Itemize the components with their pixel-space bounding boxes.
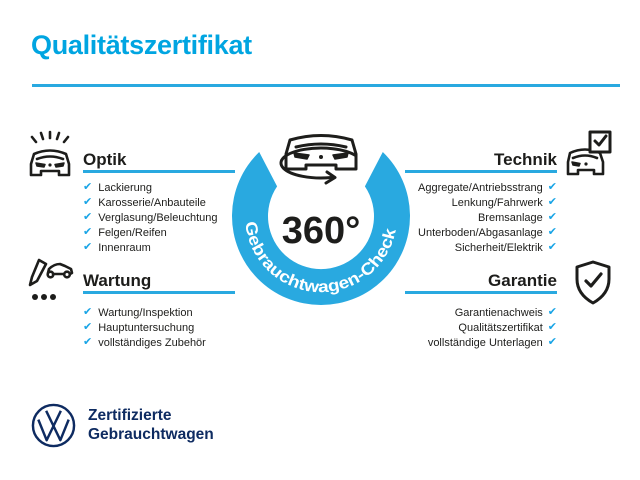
- check-icon: ✔: [547, 226, 557, 238]
- vw-logo: [30, 402, 77, 449]
- list-item: Sicherheit/Elektrik ✔: [454, 241, 557, 254]
- shield-check-icon: [570, 259, 616, 307]
- check-icon: ✔: [547, 196, 557, 208]
- check-icon: ✔: [83, 211, 93, 223]
- degree-label: 360°: [281, 210, 361, 252]
- rotating-car-icon: [281, 136, 356, 184]
- title-divider: [32, 84, 620, 87]
- list-item: Unterboden/Abgasanlage ✔: [418, 226, 557, 239]
- ring-label: Gebrauchtwagen-Check: [241, 220, 400, 297]
- list-item: ✔ Felgen/Reifen: [83, 226, 167, 239]
- list-item: ✔ Innenraum: [83, 241, 151, 254]
- list-item: ✔ Hauptuntersuchung: [83, 321, 195, 334]
- check-icon: ✔: [83, 321, 93, 333]
- list-item: Aggregate/Antriebsstrang ✔: [418, 181, 557, 194]
- car-shine-icon: [26, 130, 74, 178]
- list-item: vollständige Unterlagen ✔: [427, 336, 557, 349]
- page-title: Qualitätszertifikat: [31, 30, 252, 60]
- check-icon: ✔: [547, 321, 557, 333]
- list-item: Garantienachweis ✔: [454, 306, 557, 319]
- check-icon: ✔: [547, 241, 557, 253]
- list-item: ✔ Wartung/Inspektion: [83, 306, 193, 319]
- check-icon: ✔: [547, 306, 557, 318]
- section-label-wartung: Wartung: [83, 271, 152, 290]
- check-icon: ✔: [547, 336, 557, 348]
- check-icon: ✔: [83, 196, 93, 208]
- check-icon: ✔: [83, 226, 93, 238]
- optik-checklist: [83, 180, 217, 255]
- section-underline-wartung: [83, 291, 235, 294]
- 360-check-badge: [221, 116, 421, 316]
- brand-line2: Gebrauchtwagen: [88, 425, 214, 443]
- check-icon: ✔: [547, 181, 557, 193]
- list-item: ✔ Lackierung: [83, 181, 153, 194]
- wartung-checklist: [83, 305, 206, 350]
- section-label-optik: Optik: [83, 150, 127, 169]
- check-icon: ✔: [547, 211, 557, 223]
- car-checkbox-icon: [566, 130, 614, 178]
- section-label-garantie: Garantie: [488, 271, 557, 290]
- list-item: Lenkung/Fahrwerk ✔: [451, 196, 557, 209]
- list-item: ✔ vollständiges Zubehör: [83, 336, 206, 349]
- section-underline-garantie: [405, 291, 557, 294]
- section-label-technik: Technik: [494, 150, 557, 169]
- list-item: Bremsanlage ✔: [477, 211, 557, 224]
- brand-line1: Zertifizierte: [88, 407, 172, 424]
- check-icon: ✔: [83, 336, 93, 348]
- section-underline-technik: [405, 170, 557, 173]
- service-checklist-icon: [26, 257, 74, 305]
- check-icon: ✔: [83, 241, 93, 253]
- check-icon: ✔: [83, 181, 93, 193]
- section-underline-optik: [83, 170, 235, 173]
- list-item: ✔ Karosserie/Anbauteile: [83, 196, 206, 209]
- check-icon: ✔: [83, 306, 93, 318]
- list-item: Qualitätszertifikat ✔: [458, 321, 557, 334]
- brand-text: [88, 407, 214, 444]
- list-item: ✔ Verglasung/Beleuchtung: [83, 211, 218, 224]
